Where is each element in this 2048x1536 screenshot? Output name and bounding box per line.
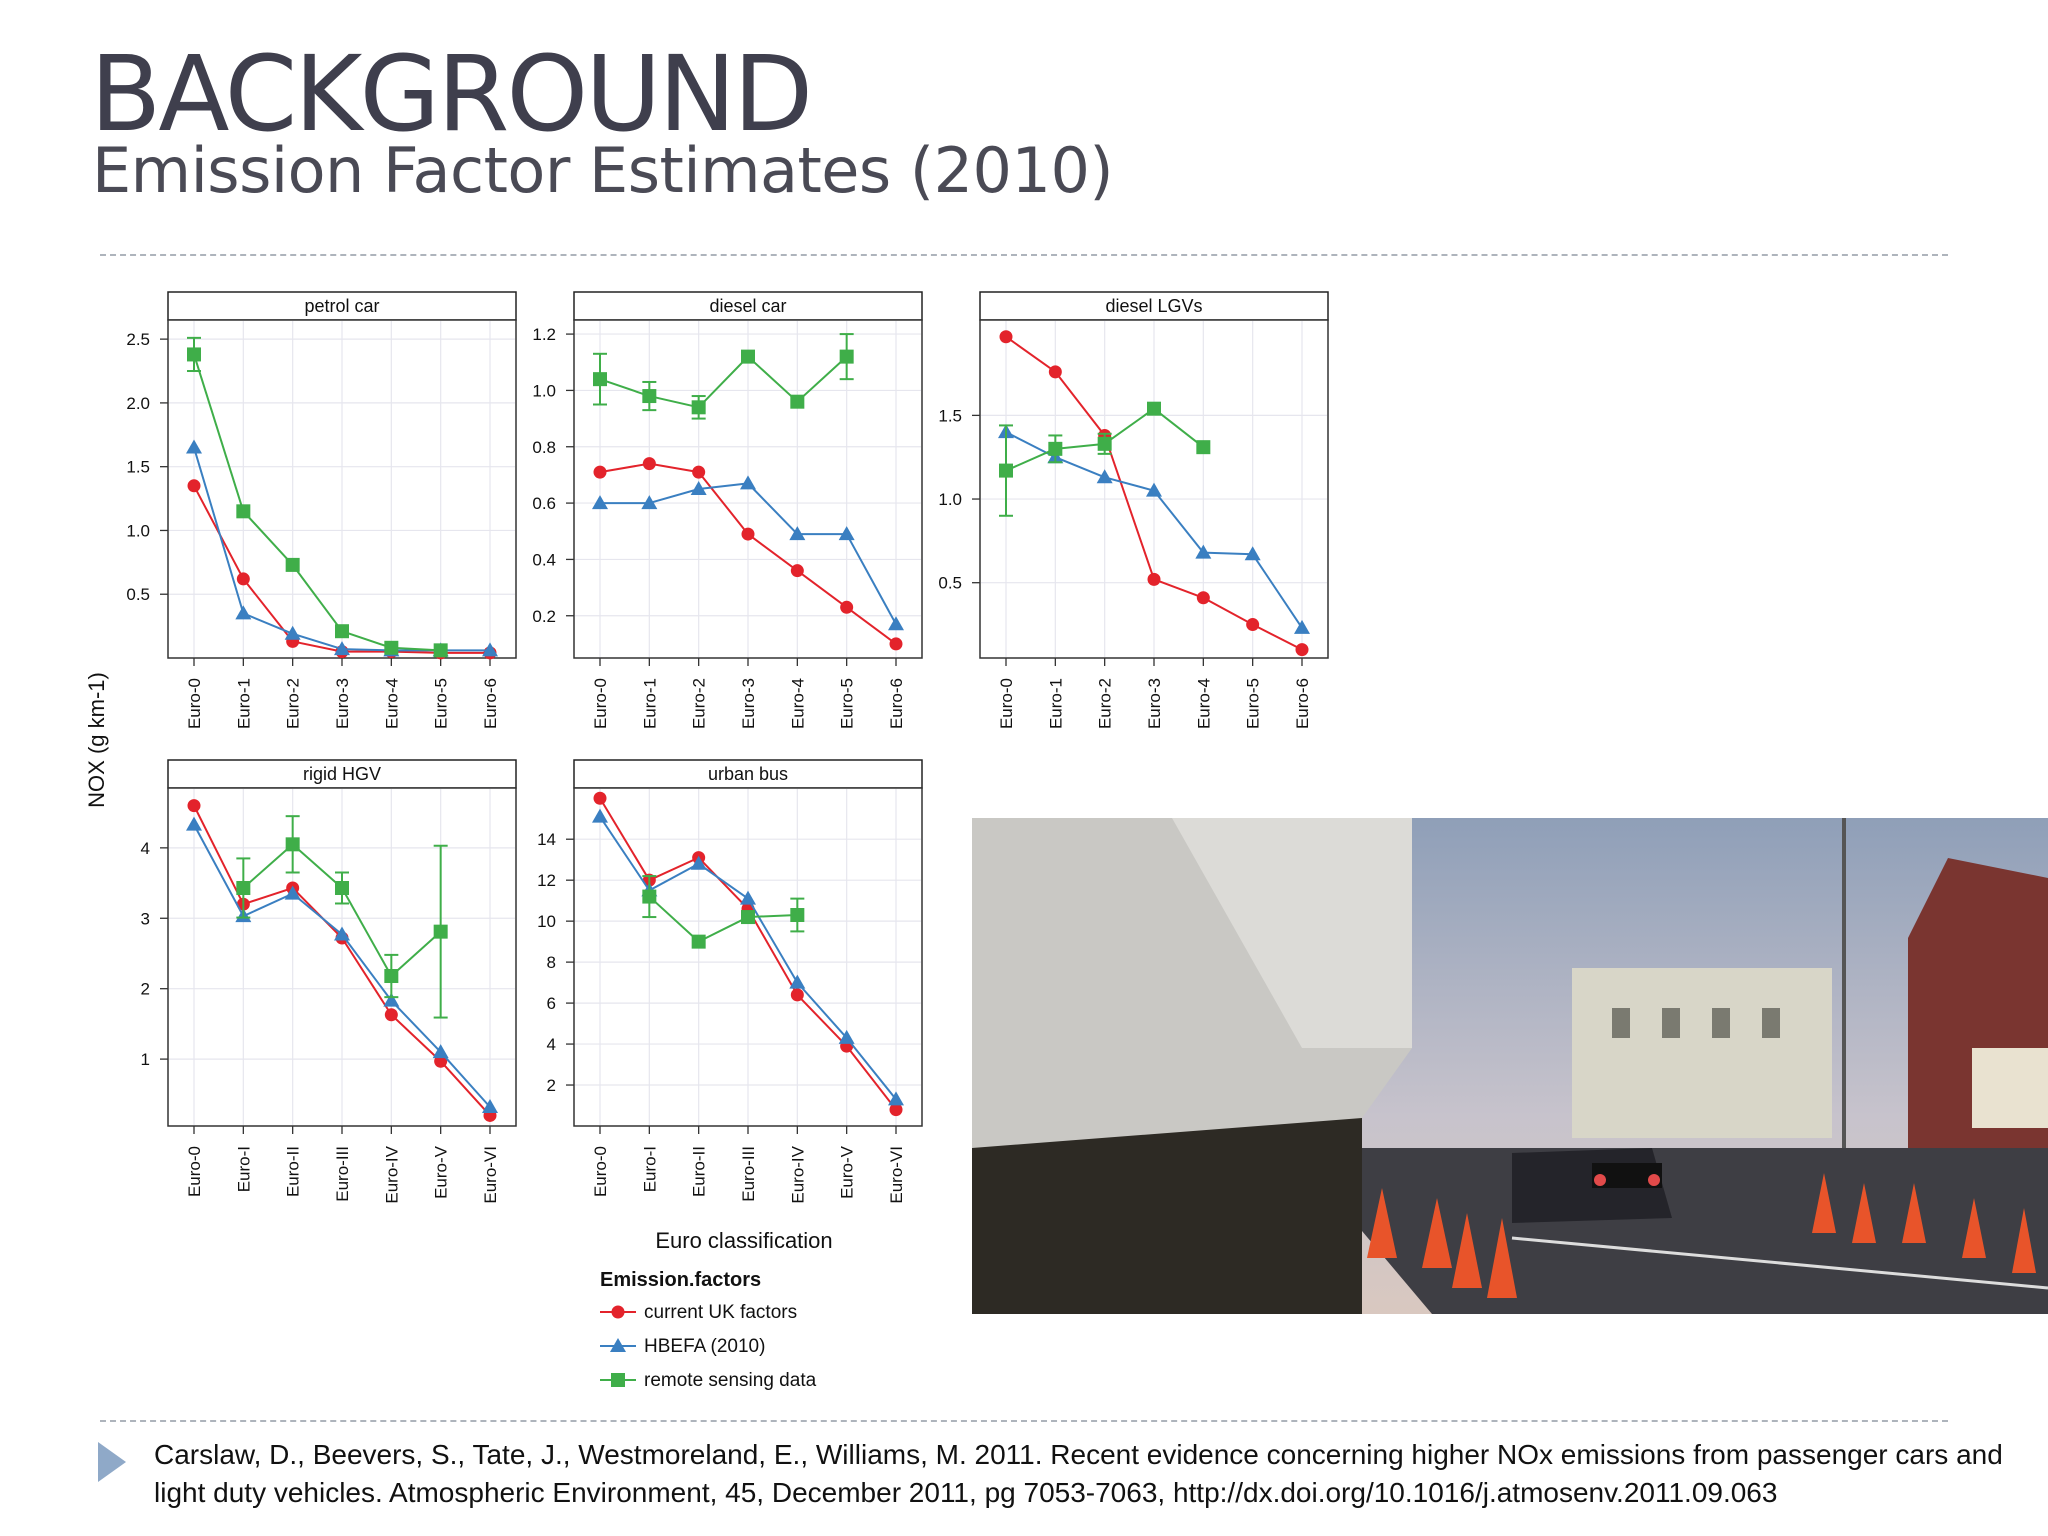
x-tick-label: Euro-0: [591, 678, 610, 730]
y-tick-label: 1: [140, 1050, 150, 1070]
y-tick-label: 1.5: [938, 406, 962, 426]
data-point-remote: [335, 624, 349, 638]
x-tick-label: Euro-V: [431, 1146, 451, 1199]
data-point-current: [594, 466, 607, 479]
x-tick-label: Euro-4: [1194, 678, 1214, 730]
series-line-segment: [342, 649, 391, 650]
y-tick-label: 14: [537, 830, 556, 850]
data-point-remote: [692, 935, 706, 949]
x-tick-label: Euro-V: [837, 1146, 857, 1199]
y-tick-label: 6: [546, 994, 556, 1014]
x-tick-label: Euro-VI: [481, 1146, 500, 1204]
y-tick-label: 0.5: [126, 585, 150, 605]
data-point-current: [188, 799, 201, 812]
data-point-remote: [741, 350, 755, 364]
data-point-current: [1049, 365, 1062, 378]
y-tick-label: 1.2: [532, 325, 556, 345]
data-point-current: [1197, 591, 1210, 604]
panel-title: petrol car: [304, 296, 380, 316]
x-axis-label: Euro classification: [655, 1228, 833, 1253]
data-point-current: [1296, 643, 1309, 656]
y-axis-label: NOX (g km-1): [84, 672, 109, 808]
data-point-remote: [642, 389, 656, 403]
x-tick-label: Euro-5: [837, 678, 857, 730]
legend-item-hbefa: [600, 1336, 765, 1357]
data-point-current: [692, 466, 705, 479]
y-tick-label: 1.0: [126, 521, 150, 541]
x-tick-label: Euro-2: [283, 678, 303, 730]
legend: [600, 1269, 817, 1391]
x-tick-label: Euro-IV: [382, 1146, 402, 1204]
x-tick-label: Euro-1: [1046, 678, 1066, 730]
x-tick-label: Euro-6: [887, 678, 906, 730]
y-tick-label: 4: [546, 1035, 556, 1055]
x-tick-label: Euro-I: [234, 1146, 254, 1193]
data-point-remote: [840, 350, 854, 364]
x-tick-label: Euro-III: [739, 1146, 758, 1202]
x-tick-label: Euro-4: [788, 678, 808, 730]
panel-title: urban bus: [707, 764, 789, 784]
panel-diesel-lgvs: [938, 292, 1328, 729]
y-tick-label: 8: [546, 953, 556, 973]
data-point-remote: [790, 395, 804, 409]
x-tick-label: Euro-II: [283, 1146, 303, 1198]
y-tick-label: 0.6: [532, 494, 556, 514]
x-tick-label: Euro-0: [591, 1146, 610, 1198]
data-point-current: [594, 792, 607, 805]
data-point-remote: [593, 372, 607, 386]
building: [1572, 968, 1832, 1138]
data-point-remote: [384, 969, 398, 983]
legend-label: HBEFA (2010): [644, 1336, 766, 1357]
y-tick-label: 0.8: [532, 437, 556, 457]
legend-item-current: [600, 1302, 797, 1323]
y-tick-label: 1.5: [126, 457, 150, 477]
panel-title: rigid HGV: [302, 764, 382, 784]
x-tick-label: Euro-3: [333, 678, 352, 730]
data-point-current: [237, 572, 250, 585]
data-point-remote: [236, 881, 250, 895]
bottom-divider: [100, 1420, 1948, 1422]
x-tick-label: Euro-6: [1293, 678, 1312, 730]
data-point-remote: [286, 837, 300, 851]
data-point-current: [791, 564, 804, 577]
panel-urban-bus: [537, 760, 922, 1204]
x-tick-label: Euro-5: [431, 678, 451, 730]
reference-bullet-icon: [98, 1442, 126, 1482]
legend-label: current UK factors: [644, 1302, 798, 1323]
y-tick-label: 12: [537, 871, 556, 891]
legend-item-remote: [600, 1370, 817, 1391]
x-tick-label: Euro-4: [382, 678, 402, 730]
panel-title: diesel LGVs: [1105, 296, 1203, 316]
panel-petrol-car: [126, 292, 516, 729]
x-tick-label: Euro-1: [640, 678, 660, 730]
data-point-current: [643, 457, 656, 470]
series-line-segment: [391, 652, 440, 653]
x-tick-label: Euro-3: [1145, 678, 1164, 730]
data-point-remote: [642, 890, 656, 904]
y-tick-label: 2.5: [126, 330, 150, 350]
panel-diesel-car: [532, 292, 922, 729]
data-point-current: [791, 988, 804, 1001]
x-tick-label: Euro-VI: [887, 1146, 906, 1204]
x-tick-label: Euro-5: [1243, 678, 1263, 730]
data-point-remote: [1196, 440, 1210, 454]
data-point-current: [742, 528, 755, 541]
y-tick-label: 2: [546, 1076, 556, 1096]
legend-marker-remote: [611, 1373, 625, 1387]
y-tick-label: 0.4: [532, 550, 556, 570]
roadside-photo: [972, 818, 2048, 1314]
data-point-current: [890, 637, 903, 650]
y-tick-label: 1.0: [938, 490, 962, 510]
data-point-current: [840, 601, 853, 614]
x-tick-label: Euro-IV: [788, 1146, 808, 1204]
data-point-current: [1000, 330, 1013, 343]
y-tick-label: 2.0: [126, 393, 150, 413]
x-tick-label: Euro-2: [1095, 678, 1115, 730]
data-point-remote: [434, 925, 448, 939]
data-point-remote: [384, 641, 398, 655]
y-tick-label: 3: [140, 909, 150, 929]
legend-marker-current: [612, 1306, 625, 1319]
data-point-remote: [999, 464, 1013, 478]
x-tick-label: Euro-2: [689, 678, 709, 730]
data-point-remote: [434, 643, 448, 657]
panel-title: diesel car: [709, 296, 787, 316]
data-point-remote: [692, 400, 706, 414]
data-point-remote: [236, 504, 250, 518]
x-tick-label: Euro-3: [739, 678, 758, 730]
x-tick-label: Euro-I: [640, 1146, 660, 1193]
x-tick-label: Euro-0: [185, 1146, 204, 1198]
data-point-current: [1246, 618, 1259, 631]
legend-title: Emission.factors: [600, 1269, 762, 1291]
data-point-remote: [187, 347, 201, 361]
data-point-current: [385, 1008, 398, 1021]
x-tick-label: Euro-0: [997, 678, 1016, 730]
legend-label: remote sensing data: [644, 1370, 817, 1391]
data-point-current: [1148, 573, 1161, 586]
data-point-current: [188, 479, 201, 492]
panel-rigid-hgv: [141, 760, 516, 1204]
y-tick-label: 0.5: [938, 573, 962, 593]
x-tick-label: Euro-II: [689, 1146, 709, 1198]
data-point-remote: [335, 881, 349, 895]
x-tick-label: Euro-6: [481, 678, 500, 730]
data-point-remote: [1147, 402, 1161, 416]
data-point-remote: [790, 908, 804, 922]
y-tick-label: 4: [140, 838, 150, 858]
x-tick-label: Euro-0: [185, 678, 204, 730]
y-tick-label: 1.0: [532, 381, 556, 401]
reference-citation: Carslaw, D., Beevers, S., Tate, J., Westmoreland, E., Williams, M. 2011. Recent evidence concerning higher NOx emissions from passenger cars and light duty vehicles. Atmospheric Environment, 45, December 2011, pg 7053-7063, http://dx.doi.org/10.1016/j.atmosenv.2011.09.063: [154, 1439, 2003, 1508]
data-point-remote: [741, 910, 755, 924]
x-tick-label: Euro-1: [234, 678, 254, 730]
y-tick-label: 10: [537, 912, 556, 932]
x-tick-label: Euro-III: [333, 1146, 352, 1202]
slide-title: BACKGROUND: [90, 33, 811, 155]
data-point-remote: [286, 558, 300, 572]
slide-subtitle: Emission Factor Estimates (2010): [92, 134, 1114, 207]
y-tick-label: 2: [140, 979, 150, 999]
data-point-remote: [1098, 437, 1112, 451]
y-tick-label: 0.2: [532, 606, 556, 626]
data-point-remote: [1048, 442, 1062, 456]
